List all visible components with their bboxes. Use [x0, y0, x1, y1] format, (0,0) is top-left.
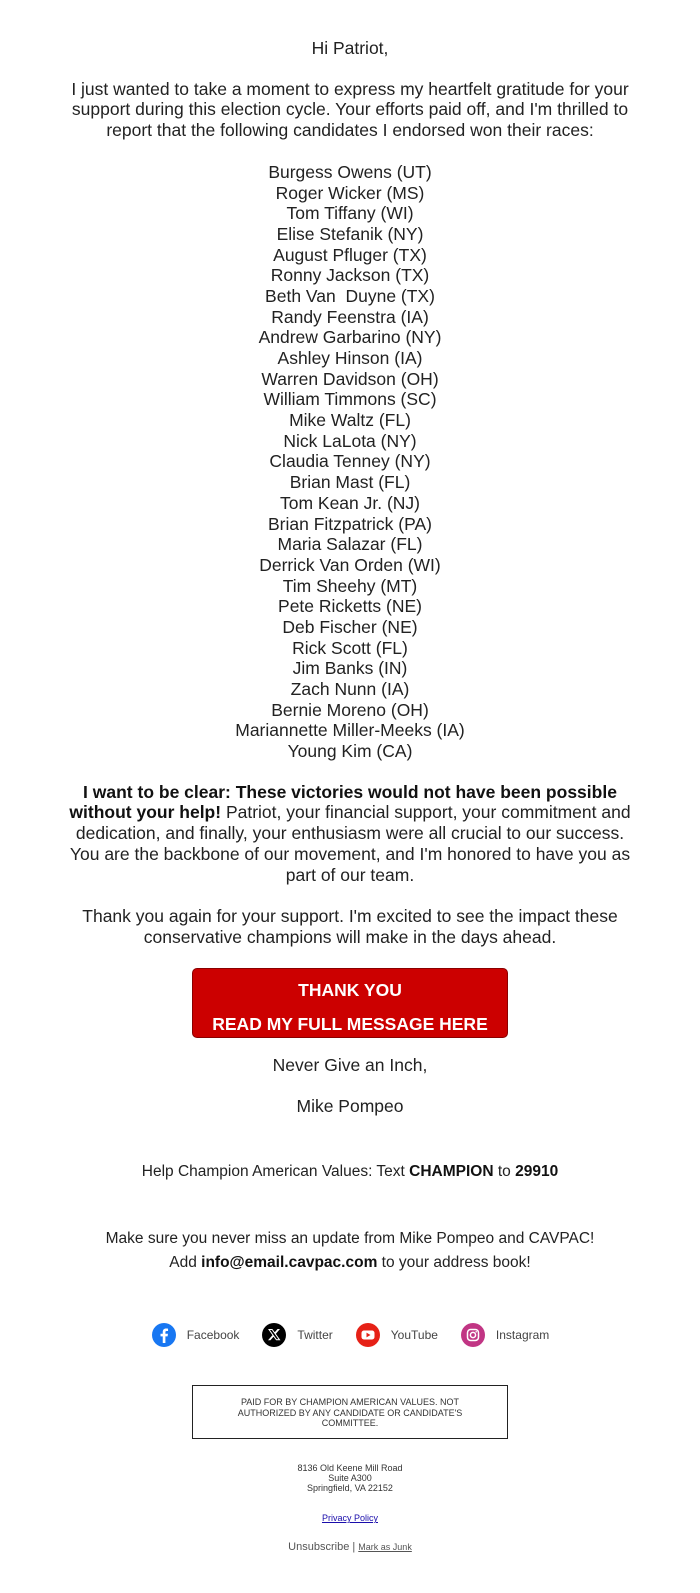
facebook-icon: [151, 1322, 177, 1348]
signoff: Never Give an Inch,: [272, 1054, 428, 1075]
text-number: 29910: [515, 1163, 559, 1181]
list-item: Tom Kean Jr. (NJ): [279, 492, 421, 513]
twitter-link[interactable]: [261, 1322, 332, 1348]
read-full-message-button[interactable]: [192, 968, 508, 1038]
separator: |: [349, 1541, 359, 1554]
address-book-line-1: Make sure you never miss an update from Mike Pompeo and CAVPAC!: [105, 1230, 595, 1248]
list-item: Ronny Jackson (TX): [270, 265, 430, 286]
youtube-icon: [355, 1322, 381, 1348]
social-links: [0, 1322, 700, 1348]
list-item: Tom Tiffany (WI): [286, 203, 414, 224]
address-line-1: 8136 Old Keene Mill Road: [297, 1463, 403, 1474]
list-item: Elise Stefanik (NY): [276, 223, 424, 244]
list-item: Roger Wicker (MS): [275, 182, 425, 203]
instagram-label: Instagram: [495, 1328, 550, 1343]
list-item: William Timmons (SC): [263, 389, 437, 410]
privacy-row: [0, 1513, 700, 1523]
address-line-2: Suite A300: [328, 1473, 372, 1484]
list-item: Deb Fischer (NE): [282, 616, 418, 637]
emphasis-text: I want to be clear: These victories would not have been possible without your help!: [69, 781, 617, 823]
privacy-policy-link[interactable]: Privacy Policy: [321, 1513, 378, 1524]
list-item: Jim Banks (IN): [292, 658, 408, 679]
list-item: Derrick Van Orden (WI): [259, 554, 441, 575]
address-line-3: Springfield, VA 22152: [307, 1483, 393, 1494]
list-item: Brian Fitzpatrick (PA): [267, 513, 432, 534]
text-middle: to: [493, 1163, 516, 1181]
text-prefix: Help Champion American Values: Text: [141, 1163, 410, 1181]
youtube-label: YouTube: [390, 1328, 438, 1343]
paid-for-disclaimer: PAID FOR BY CHAMPION AMERICAN VALUES. NOT AUTHORIZED BY ANY CANDIDATE OR CANDIDATE'S COMMITTEE.: [192, 1385, 508, 1439]
unsubscribe-row: [0, 1541, 700, 1553]
list-item: Mike Waltz (FL): [289, 410, 411, 431]
text-keyword: CHAMPION: [409, 1163, 494, 1181]
mark-as-junk-link[interactable]: Mark as Junk: [358, 1542, 412, 1553]
list-item: Nick LaLota (NY): [283, 430, 417, 451]
youtube-link[interactable]: [355, 1322, 438, 1348]
list-item: Randy Feenstra (IA): [271, 306, 429, 327]
text-to-join: [0, 1163, 700, 1181]
list-item: Warren Davidson (OH): [261, 368, 439, 389]
list-item: Maria Salazar (FL): [277, 534, 423, 555]
list-item: Beth Van Duyne (TX): [265, 285, 435, 306]
greeting: Hi Patriot,: [311, 38, 389, 58]
instagram-link[interactable]: [460, 1322, 549, 1348]
address-book-suffix: to your address book!: [377, 1254, 531, 1272]
cta-line-1: THANK YOU: [298, 979, 402, 1000]
signer-name: Mike Pompeo: [296, 1096, 404, 1117]
list-item: Young Kim (CA): [287, 741, 413, 762]
list-item: Rick Scott (FL): [292, 637, 408, 658]
x-twitter-icon: [261, 1322, 287, 1348]
list-item: Tim Sheehy (MT): [282, 575, 418, 596]
mailing-address: [0, 1463, 700, 1493]
address-book-notice: [0, 1227, 700, 1275]
list-item: Brian Mast (FL): [289, 472, 411, 493]
list-item: Andrew Garbarino (NY): [258, 327, 442, 348]
thanks-paragraph: Thank you again for your support. I'm excited to see the impact these conservative champions will make in the days ahead.: [82, 906, 618, 947]
address-book-line-2: [0, 1251, 700, 1275]
instagram-icon: [460, 1322, 486, 1348]
gratitude-paragraph: [60, 782, 640, 886]
candidate-list: [0, 162, 700, 762]
facebook-link[interactable]: [151, 1322, 240, 1348]
list-item: Mariannette Miller-Meeks (IA): [235, 720, 465, 741]
list-item: Zach Nunn (IA): [290, 679, 410, 699]
address-book-prefix: Add: [169, 1254, 202, 1272]
intro-paragraph: I just wanted to take a moment to express my heartfelt gratitude for your support during this election cycle. Your efforts paid off, and I'm thrilled to report that the following candidates I endorsed won their races:: [71, 78, 629, 141]
facebook-label: Facebook: [186, 1328, 240, 1343]
twitter-label: Twitter: [297, 1328, 333, 1343]
list-item: Claudia Tenney (NY): [269, 451, 431, 472]
list-item: Bernie Moreno (OH): [271, 699, 429, 720]
gratitude-text: Patriot, your financial support, your commitment and dedication, and finally, your enthusiasm were all crucial to our success. You are the backbone of our movement, and I'm honored to have you as part of our team.: [69, 802, 631, 885]
list-item: Ashley Hinson (IA): [277, 348, 423, 368]
sender-email[interactable]: info@email.cavpac.com: [201, 1254, 378, 1272]
cta-line-2: READ MY FULL MESSAGE HERE: [212, 1013, 488, 1034]
unsubscribe-link[interactable]: Unsubscribe: [288, 1541, 350, 1554]
list-item: Burgess Owens (UT): [268, 161, 432, 182]
list-item: August Pfluger (TX): [273, 244, 427, 265]
list-item: Pete Ricketts (NE): [278, 596, 422, 617]
